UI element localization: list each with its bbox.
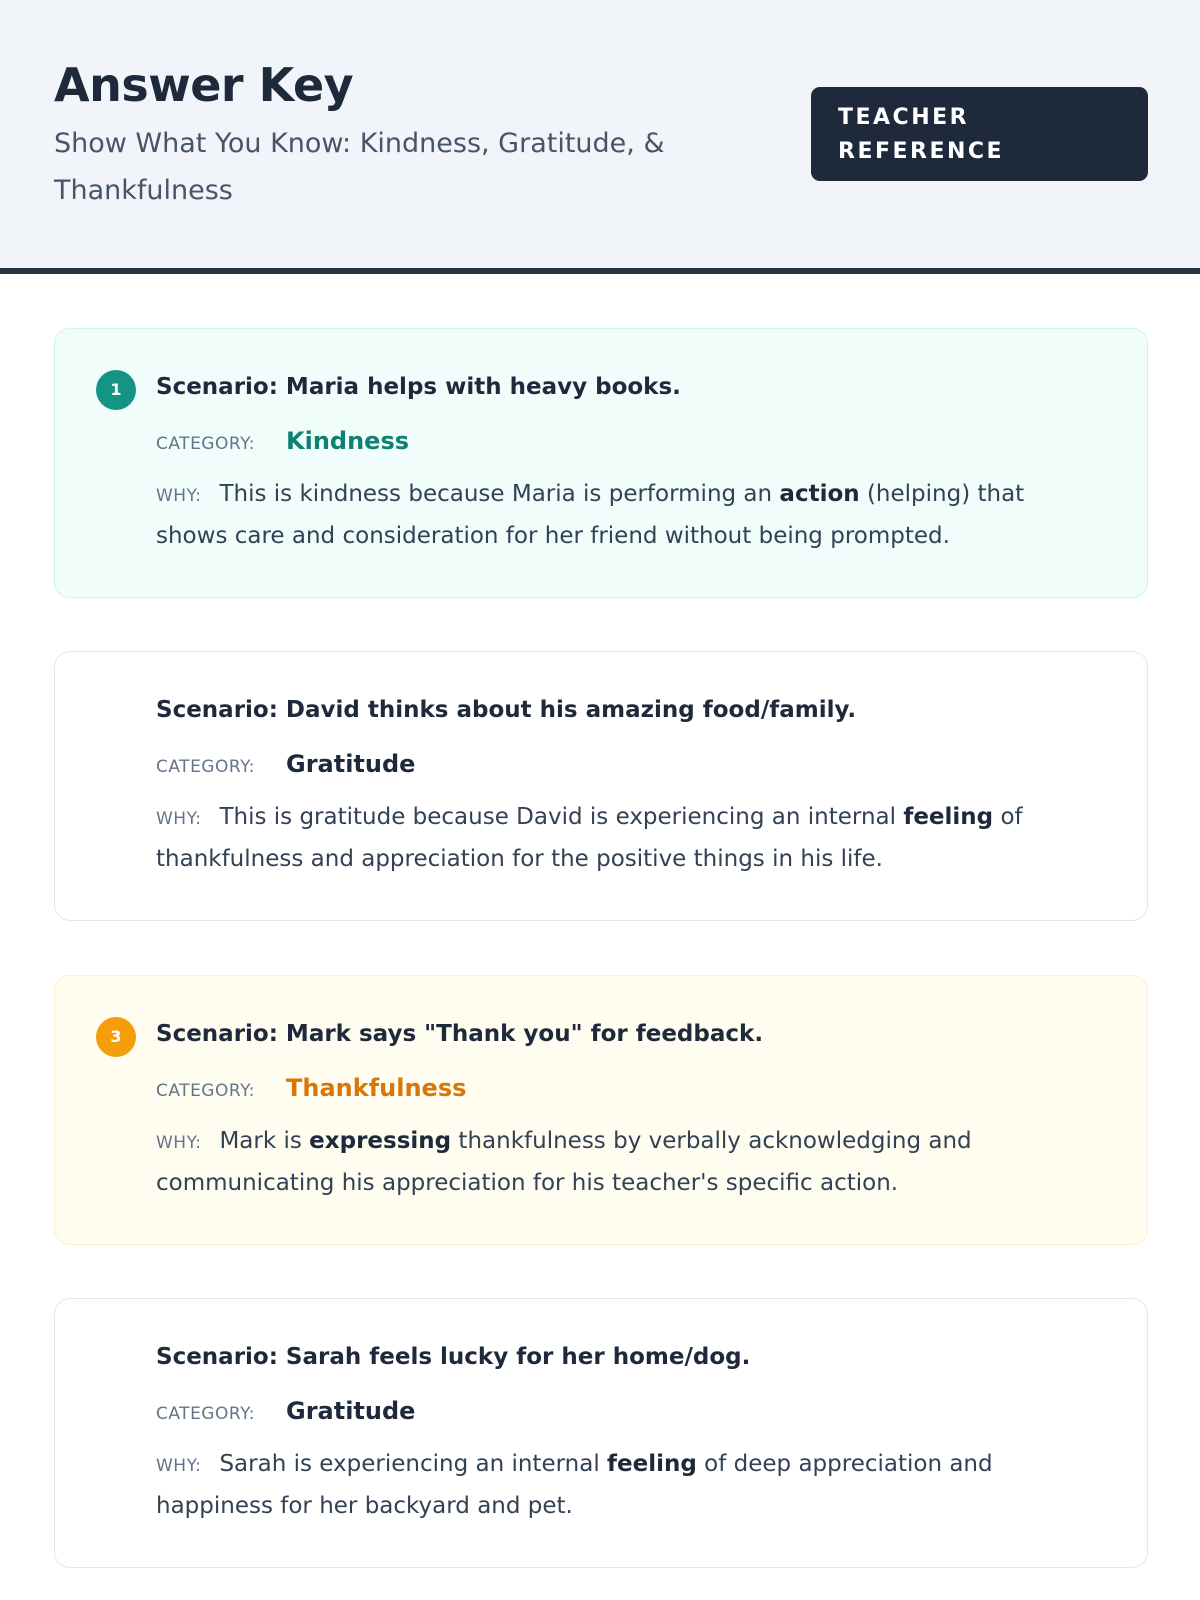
page-title: Answer Key — [54, 58, 354, 112]
why-explanation — [156, 474, 1096, 556]
why-label: WHY: — [156, 1133, 202, 1153]
category-value: Gratitude — [286, 1397, 416, 1425]
why-keyword: feeling — [607, 1451, 697, 1477]
answer-card-1 — [54, 328, 1148, 598]
header — [0, 0, 1200, 274]
why-keyword: action — [779, 481, 860, 507]
why-text: (helping) that shows care and consideration for her friend without being prompted. — [156, 481, 1025, 549]
why-text: Sarah is experiencing an internal — [219, 1451, 608, 1477]
why-text: of deep appreciation and happiness for her backyard and pet. — [156, 1451, 993, 1519]
scenario-title: Scenario: Maria helps with heavy books. — [156, 374, 681, 400]
category-row — [156, 427, 409, 455]
answer-card-2 — [54, 651, 1148, 921]
why-text: thankfulness by verbally acknowledging and communicating his appreciation for his teacher's specific action. — [156, 1128, 972, 1196]
why-explanation — [156, 797, 1096, 879]
why-explanation — [156, 1121, 1096, 1203]
why-text: This is gratitude because David is experiencing an internal — [219, 804, 904, 830]
category-row — [156, 750, 415, 778]
scenario-title: Scenario: Mark says "Thank you" for feedback. — [156, 1021, 764, 1047]
teacher-reference-badge: TEACHER REFERENCE — [811, 87, 1148, 181]
why-text: This is kindness because Maria is performing an — [219, 481, 780, 507]
question-number-badge: 3 — [96, 1017, 136, 1057]
why-label: WHY: — [156, 1456, 202, 1476]
category-row — [156, 1074, 466, 1102]
why-keyword: feeling — [903, 804, 994, 830]
why-explanation — [156, 1444, 1096, 1526]
scenario-title: Scenario: Sarah feels lucky for her home/dog. — [156, 1344, 751, 1370]
answer-card-4 — [54, 1298, 1148, 1568]
why-text: of thankfulness and appreciation for the positive things in his life. — [156, 804, 1023, 872]
category-row — [156, 1397, 415, 1425]
category-label: CATEGORY: — [156, 757, 255, 777]
category-label: CATEGORY: — [156, 1404, 255, 1424]
scenario-title: Scenario: David thinks about his amazing food/family. — [156, 697, 857, 723]
answer-card-3 — [54, 975, 1148, 1245]
why-label: WHY: — [156, 486, 202, 506]
category-value: Kindness — [286, 427, 410, 455]
category-value: Thankfulness — [286, 1074, 467, 1102]
why-keyword: expressing — [309, 1128, 452, 1154]
category-value: Gratitude — [286, 750, 416, 778]
category-label: CATEGORY: — [156, 1081, 255, 1101]
category-label: CATEGORY: — [156, 434, 255, 454]
question-number-badge: 1 — [96, 370, 136, 410]
why-label: WHY: — [156, 809, 202, 829]
why-text: Mark is — [219, 1128, 310, 1154]
page-subtitle: Show What You Know: Kindness, Gratitude, & Thankfulness — [54, 128, 665, 206]
